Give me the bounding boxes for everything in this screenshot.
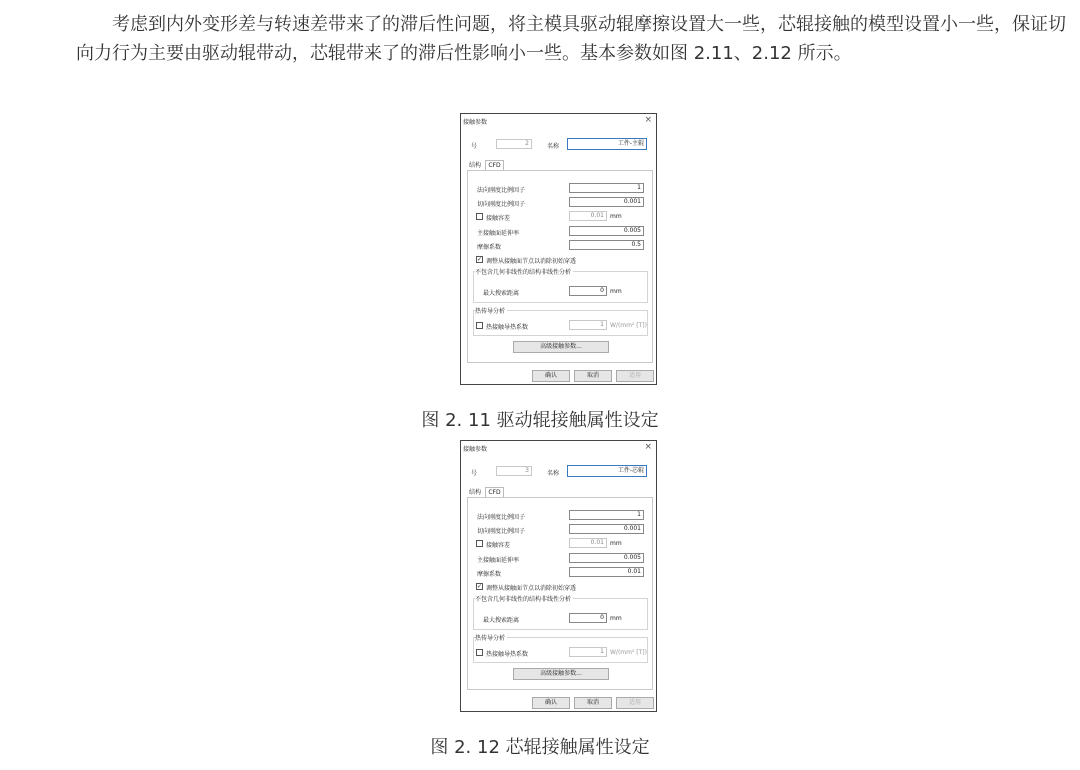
id-label: 号 (471, 143, 478, 150)
body-paragraph: 考虑到内外变形差与转速差带来了的滞后性问题，将主模具驱动辊摩擦设置大一些，芯辊接触的模型设置小一些，保证切向力行为主要由驱动辊带动，芯辊带来了的滞后性影响小一些。基本参数如图 2.11、2.12 所示。 (76, 14, 1066, 64)
friction-label: 摩擦系数 (477, 571, 502, 578)
nonlinear-group-title: 不包含几何非线性的结构非线性分析 (475, 596, 572, 603)
extension-label: 主接触面延伸率 (477, 230, 520, 237)
normal-stiffness-label: 法向刚度比例因子 (477, 514, 526, 521)
thermal-label: 热接触导热系数 (486, 651, 529, 658)
friction-label: 摩擦系数 (477, 244, 502, 251)
max-search-label: 最大搜索距离 (483, 290, 520, 297)
thermal-input: 1 (569, 320, 607, 330)
tab-cfd[interactable]: CFD (485, 487, 504, 497)
friction-input[interactable]: 0.5 (569, 240, 644, 250)
ok-button[interactable]: 确认 (532, 370, 570, 382)
id-field: 3 (496, 466, 532, 476)
figure-caption-2-12: 图 2. 12 芯辊接触属性设定 (430, 737, 650, 758)
tolerance-checkbox[interactable] (476, 540, 483, 547)
tab-structure[interactable]: 结构 (468, 162, 481, 169)
adjust-checkbox[interactable]: ✓ (477, 256, 483, 263)
tolerance-unit: mm (610, 540, 622, 547)
normal-stiffness-input[interactable]: 1 (569, 183, 644, 193)
thermal-group-title: 热传导分析 (475, 308, 506, 315)
apply-button[interactable]: 适用 (616, 697, 654, 709)
advanced-contact-button[interactable]: 高级接触参数... (513, 341, 609, 353)
tab-cfd[interactable]: CFD (485, 160, 504, 170)
normal-stiffness-label: 法向刚度比例因子 (477, 187, 526, 194)
thermal-checkbox[interactable] (476, 649, 483, 656)
apply-button[interactable]: 适用 (616, 370, 654, 382)
figure-caption-2-11: 图 2. 11 驱动辊接触属性设定 (421, 410, 659, 431)
contact-parameters-dialog (460, 113, 657, 385)
nonlinear-group-title: 不包含几何非线性的结构非线性分析 (475, 269, 572, 276)
tolerance-input: 0.01 (569, 211, 607, 221)
thermal-unit: W/(mm² [T]) (610, 649, 647, 656)
name-label: 名称 (547, 470, 560, 477)
thermal-group-title: 热传导分析 (475, 635, 506, 642)
id-field: 2 (496, 139, 532, 149)
advanced-contact-button[interactable]: 高级接触参数... (513, 668, 609, 680)
thermal-unit: W/(mm² [T]) (610, 322, 647, 329)
thermal-input: 1 (569, 647, 607, 657)
tolerance-unit: mm (610, 213, 622, 220)
close-icon[interactable]: × (644, 115, 652, 125)
contact-parameters-dialog (460, 440, 657, 712)
dialog-title: 接触参数 (463, 119, 488, 126)
extension-input[interactable]: 0.005 (569, 226, 644, 236)
max-search-input[interactable]: 0 (569, 613, 607, 623)
extension-label: 主接触面延伸率 (477, 557, 520, 564)
adjust-label: 调整从接触面节点以消除初始穿透 (486, 258, 577, 265)
name-input[interactable]: 工件-芯辊 (567, 465, 647, 477)
cancel-button[interactable]: 取消 (574, 370, 612, 382)
tangent-stiffness-input[interactable]: 0.001 (569, 197, 644, 207)
id-label: 号 (471, 470, 478, 477)
tangent-stiffness-label: 切向刚度比例因子 (477, 201, 526, 208)
tolerance-label: 接触容差 (486, 215, 511, 222)
adjust-checkbox[interactable]: ✓ (477, 583, 483, 590)
name-input[interactable]: 工件-主辊 (567, 138, 647, 150)
dialog-title: 接触参数 (463, 446, 488, 453)
name-label: 名称 (547, 143, 560, 150)
tolerance-label: 接触容差 (486, 542, 511, 549)
friction-input[interactable]: 0.01 (569, 567, 644, 577)
tab-structure[interactable]: 结构 (468, 489, 481, 496)
close-icon[interactable]: × (644, 442, 652, 452)
adjust-label: 调整从接触面节点以消除初始穿透 (486, 585, 577, 592)
tangent-stiffness-label: 切向刚度比例因子 (477, 528, 526, 535)
extension-input[interactable]: 0.005 (569, 553, 644, 563)
max-search-input[interactable]: 0 (569, 286, 607, 296)
max-search-unit: mm (610, 288, 622, 295)
max-search-unit: mm (610, 615, 622, 622)
thermal-checkbox[interactable] (476, 322, 483, 329)
thermal-label: 热接触导热系数 (486, 324, 529, 331)
normal-stiffness-input[interactable]: 1 (569, 510, 644, 520)
tolerance-input: 0.01 (569, 538, 607, 548)
cancel-button[interactable]: 取消 (574, 697, 612, 709)
tolerance-checkbox[interactable] (476, 213, 483, 220)
tangent-stiffness-input[interactable]: 0.001 (569, 524, 644, 534)
max-search-label: 最大搜索距离 (483, 617, 520, 624)
ok-button[interactable]: 确认 (532, 697, 570, 709)
